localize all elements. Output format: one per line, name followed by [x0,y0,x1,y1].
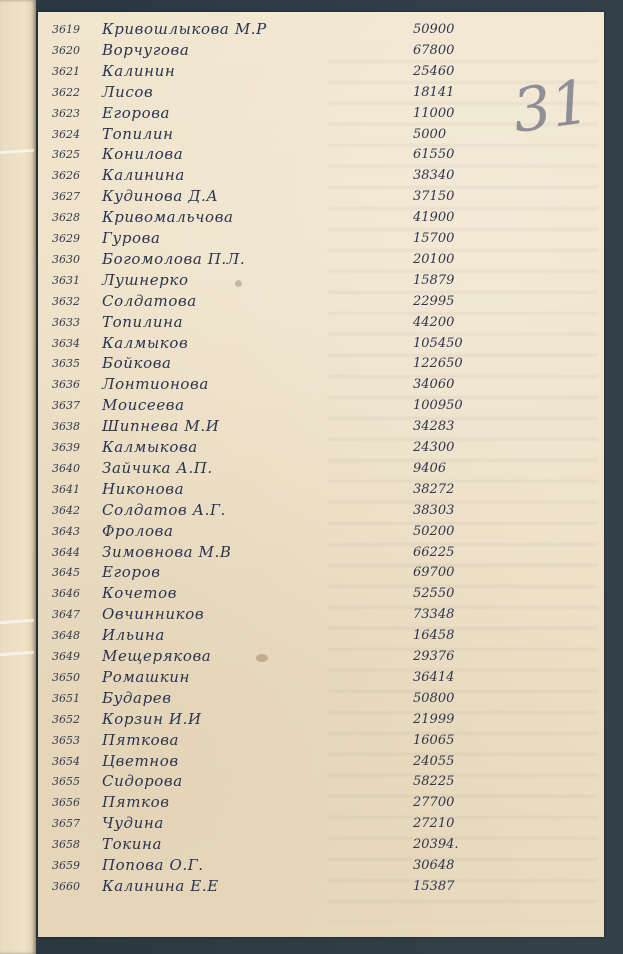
row-surname: Корзин И.И [102,709,202,728]
row-amount: 67800 [413,42,455,58]
ledger-row [38,668,604,690]
row-number: 3625 [52,148,80,162]
row-amount: 69700 [413,565,455,581]
ledger-row [38,731,604,753]
row-number: 3621 [52,64,80,78]
row-amount: 24055 [413,753,455,769]
row-amount: 37150 [413,189,455,205]
row-amount: 27700 [413,795,455,811]
ledger-row [38,354,604,376]
page-number: 31 [508,67,594,147]
row-amount: 73348 [413,607,455,623]
row-number: 3653 [52,733,80,747]
row-surname: Ильина [102,626,165,645]
row-number: 3645 [52,566,80,580]
ledger-row [38,83,604,105]
row-number: 3634 [52,336,80,350]
row-surname: Лушнерко [102,270,189,289]
row-number: 3641 [52,482,80,496]
row-surname: Калмыкова [102,438,198,456]
row-number: 3627 [52,190,80,204]
row-surname: Гурова [102,229,161,247]
ledger-row [38,605,604,627]
row-number: 3646 [52,587,80,601]
row-amount: 38303 [413,502,455,518]
ledger-row [38,689,604,711]
row-number: 3622 [52,85,80,99]
row-surname: Топилина [102,312,184,331]
row-surname: Попова О.Г. [102,856,204,874]
row-surname: Кривомальчова [102,208,234,227]
row-amount: 100950 [413,398,463,414]
row-number: 3629 [52,232,80,245]
row-number: 3635 [52,357,80,371]
ledger-row [38,626,604,648]
row-number: 3632 [52,294,80,308]
row-number: 3638 [52,420,80,434]
row-amount: 16065 [413,732,455,748]
row-number: 3624 [52,127,80,141]
row-number: 3637 [52,399,80,413]
row-amount: 41900 [413,210,455,226]
ledger-row [38,752,604,774]
ledger-row [38,814,604,836]
row-surname: Солдатов А.Г. [102,500,226,519]
row-surname: Пятков [102,793,170,812]
ledger-row [38,292,604,314]
row-surname: Кудинова Д.А [102,187,219,206]
row-number: 3651 [52,691,80,705]
row-amount: 50900 [413,22,455,37]
ledger-row [38,187,604,209]
row-number: 3640 [52,461,80,475]
ledger-row [38,334,604,356]
row-amount: 18141 [413,84,455,100]
row-surname: Калинина Е.Е [102,876,219,895]
ledger-row [38,835,604,857]
ledger-row [38,543,604,565]
ledger-row [38,417,604,439]
row-surname: Цветнов [102,751,179,770]
row-surname: Токина [102,835,163,854]
row-surname: Кочетов [102,584,178,603]
row-number: 3655 [52,775,80,789]
row-surname: Ворчугова [102,40,190,59]
row-surname: Богомолова П.Л. [102,249,246,268]
ledger-row [38,438,604,460]
ledger-row [38,20,604,42]
row-amount: 61550 [413,147,455,163]
ledger-page [38,12,604,937]
row-number: 3628 [52,211,80,225]
row-number: 3644 [52,545,80,559]
row-surname: Ромашкин [102,667,191,686]
row-amount: 66225 [413,544,455,560]
row-surname: Топилин [102,124,174,143]
row-surname: Моисеева [102,396,185,415]
row-number: 3649 [52,650,80,663]
row-amount: 15700 [413,231,455,246]
row-amount: 21999 [413,711,455,727]
row-surname: Конилова [102,145,184,164]
row-number: 3652 [52,712,80,726]
row-amount: 27210 [413,816,455,832]
row-number: 3626 [52,169,80,183]
row-number: 3619 [52,23,80,36]
row-surname: Бойкова [102,354,172,373]
row-amount: 16458 [413,628,455,644]
paper-tear [0,651,34,656]
row-amount: 11000 [413,105,455,121]
row-surname: Калинин [102,61,176,80]
row-amount: 58225 [413,774,455,790]
row-surname: Лонтионова [102,375,209,394]
row-number: 3654 [52,754,80,768]
row-amount: 5000 [413,126,447,142]
ledger-row [38,772,604,794]
row-number: 3620 [52,43,80,57]
ledger-row [38,41,604,63]
ledger-row [38,584,604,606]
row-amount: 38340 [413,168,455,184]
row-amount: 24300 [413,440,455,455]
ledger-row [38,396,604,418]
row-number: 3630 [52,252,80,266]
row-surname: Калинина [102,166,185,185]
row-number: 3642 [52,503,80,517]
row-amount: 15879 [413,272,455,288]
row-amount: 50200 [413,523,455,539]
row-amount: 36414 [413,669,455,685]
ledger-row [38,271,604,293]
row-surname: Зимовнова М.В [102,542,232,561]
ledger-row [38,856,604,878]
row-surname: Калмыков [102,333,189,352]
row-amount: 34283 [413,419,455,435]
row-amount: 15387 [413,878,455,894]
row-amount: 122650 [413,356,463,372]
ledger-row [38,563,604,585]
row-number: 3636 [52,378,80,392]
row-number: 3633 [52,315,80,329]
row-number: 3650 [52,670,80,684]
row-number: 3631 [52,273,80,287]
row-surname: Шипнева М.И [102,417,220,436]
row-surname: Бударев [102,688,172,707]
ledger-row [38,480,604,502]
ledger-row [38,229,604,251]
ledger-row [38,145,604,167]
row-number: 3657 [52,817,80,831]
row-surname: Фролова [102,521,174,540]
ledger-row [38,375,604,397]
ledger-row [38,647,604,669]
row-surname: Егоров [102,563,161,582]
row-amount: 20394. [413,837,459,853]
row-number: 3623 [52,106,80,120]
ledger-rows [38,12,604,937]
ledger-row [38,522,604,544]
row-surname: Сидорова [102,772,183,791]
ledger-row [38,166,604,188]
ledger-row [38,710,604,732]
row-amount: 22995 [413,293,455,309]
ledger-row [38,501,604,523]
ledger-row [38,104,604,126]
row-amount: 44200 [413,314,455,330]
row-amount: 30648 [413,858,455,873]
row-surname: Никонова [102,479,185,498]
row-amount: 38272 [413,481,455,497]
row-number: 3656 [52,796,80,810]
ledger-row [38,793,604,815]
row-number: 3643 [52,524,80,538]
row-surname: Чудина [102,814,164,833]
paper-tear [0,619,34,624]
row-surname: Кривошлыкова М.Р [102,20,267,38]
paper-tear [0,149,34,154]
row-amount: 9406 [413,460,447,476]
row-amount: 52550 [413,586,455,602]
row-surname: Лисов [102,82,154,101]
row-amount: 29376 [413,649,455,664]
row-number: 3660 [52,879,80,893]
ledger-row [38,208,604,230]
ledger-row [38,62,604,84]
ledger-row [38,459,604,481]
ledger-row [38,125,604,147]
row-surname: Солдатова [102,291,197,310]
row-amount: 105450 [413,335,463,351]
ledger-row [38,313,604,335]
row-amount: 34060 [413,377,455,393]
row-number: 3639 [52,441,80,454]
row-number: 3658 [52,838,80,852]
row-number: 3647 [52,608,80,622]
row-amount: 25460 [413,63,455,79]
row-surname: Овчинников [102,605,205,624]
ledger-row [38,877,604,899]
row-number: 3648 [52,629,80,643]
row-surname: Мещерякова [102,647,212,665]
row-surname: Пяткова [102,730,180,749]
ledger-row [38,250,604,272]
row-surname: Егорова [102,103,171,122]
row-surname: Зайчика А.П. [102,458,213,477]
previous-page-edge [0,0,36,954]
row-number: 3659 [52,859,80,872]
row-amount: 20100 [413,251,455,267]
row-amount: 50800 [413,690,455,706]
